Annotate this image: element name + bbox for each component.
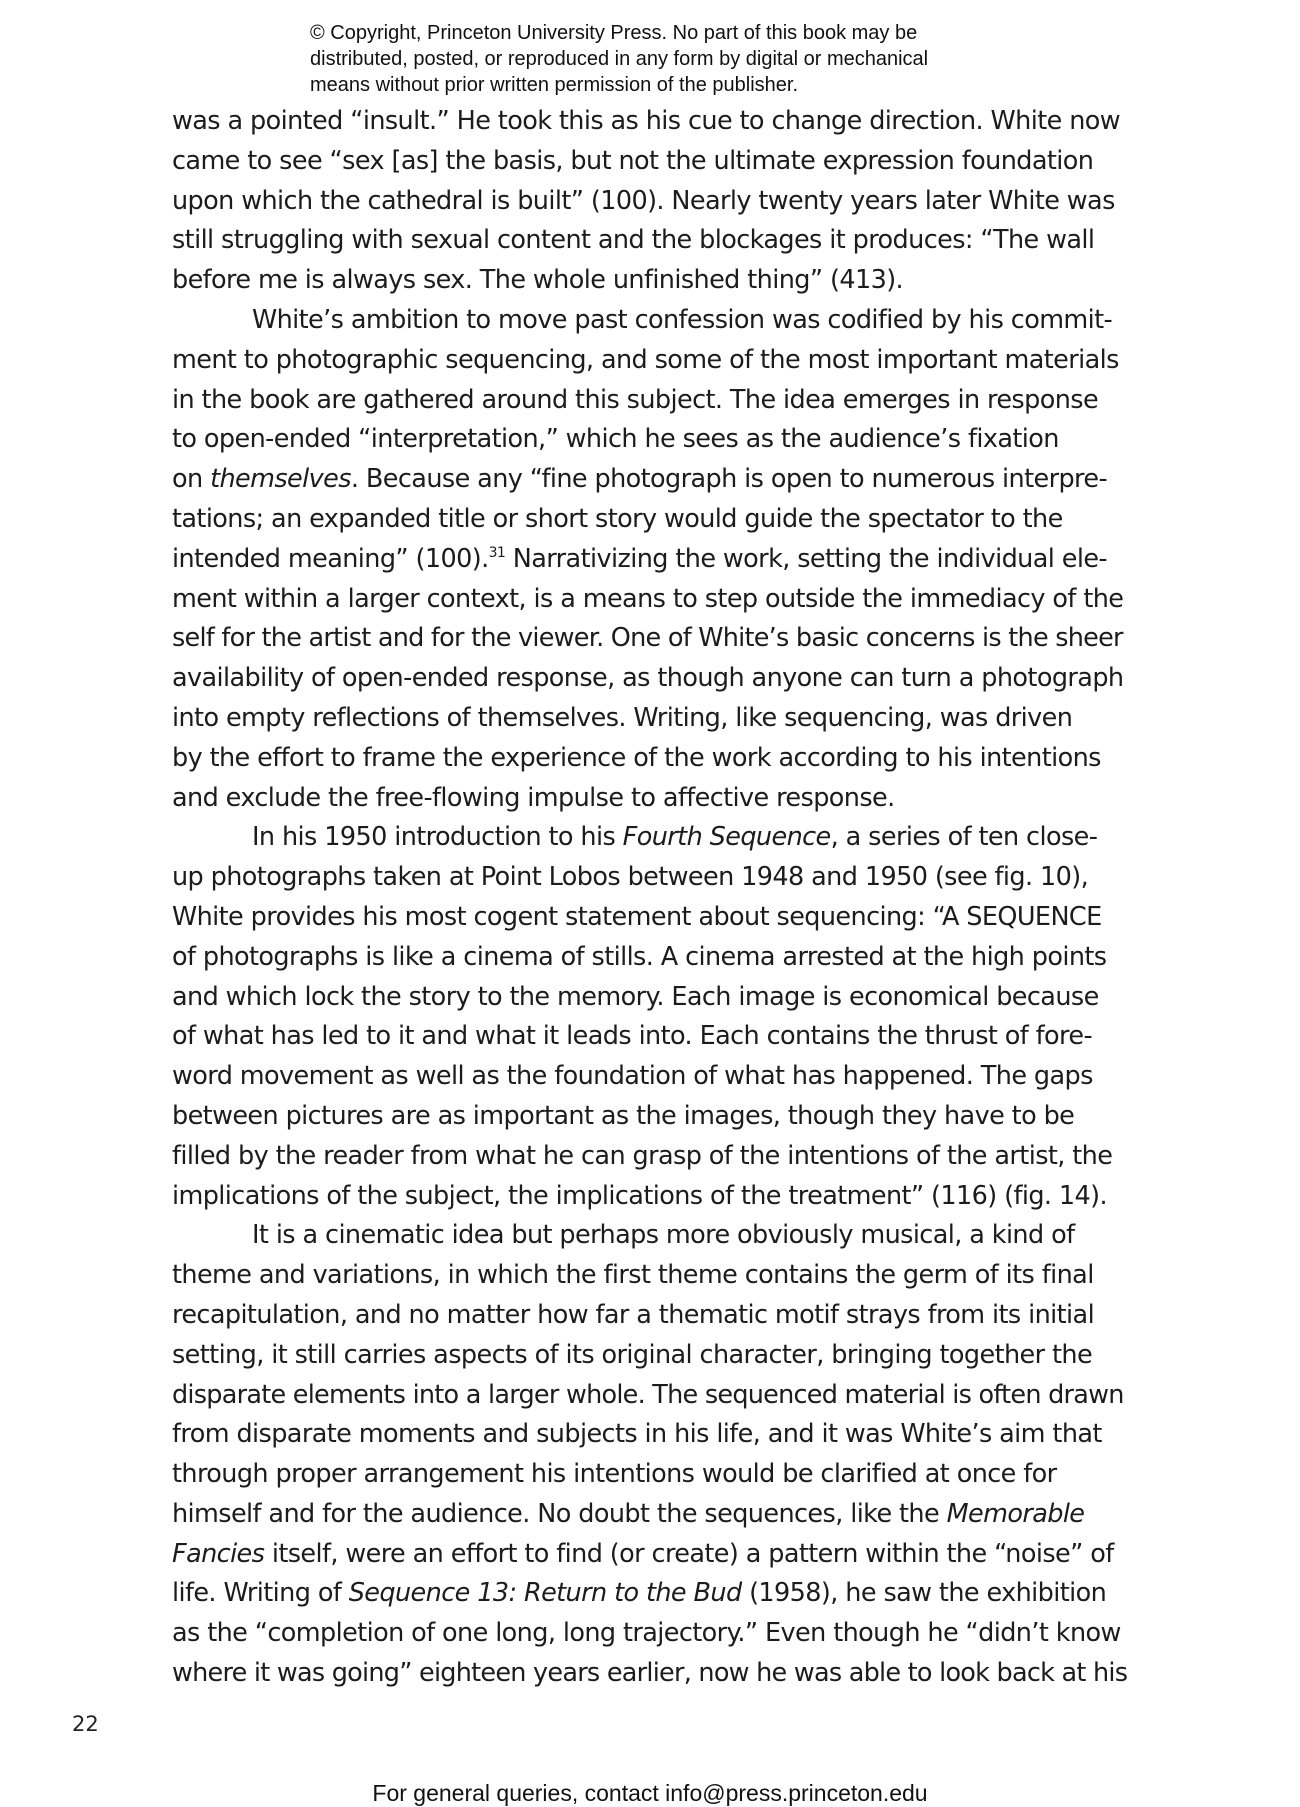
text-line — [172, 1057, 1132, 1097]
text-segment: by the effort to frame the experience of the work according to his intentions — [172, 742, 1101, 773]
text-line — [172, 739, 1132, 779]
italic-title: Fourth Sequence — [622, 822, 831, 853]
text-segment: of photographs is like a cinema of stills. A cinema arrested at the high points — [172, 941, 1107, 972]
text-segment: theme and variations, in which the first theme contains the germ of its final — [172, 1260, 1094, 1291]
text-line — [172, 1256, 1132, 1296]
text-segment: through proper arrangement his intentions would be clarified at once for — [172, 1459, 1057, 1490]
text-segment: tations; an expanded title or short story would guide the spectator to the — [172, 503, 1063, 534]
text-segment: life. Writing of — [172, 1578, 349, 1609]
text-line — [172, 540, 1132, 580]
text-segment: of what has led to it and what it leads into. Each contains the thrust of fore- — [172, 1021, 1093, 1052]
text-line — [172, 1376, 1132, 1416]
text-line — [172, 898, 1132, 938]
text-segment: ment within a larger context, is a means to step outside the immediacy of the — [172, 583, 1124, 614]
text-line — [172, 938, 1132, 978]
text-line — [172, 1495, 1132, 1535]
text-line — [172, 978, 1132, 1018]
copyright-line: © Copyright, Princeton University Press. No part of this book may be — [310, 22, 918, 44]
text-line — [172, 261, 1132, 301]
italic-title: themselves — [210, 464, 351, 495]
text-segment: Narrativizing the work, setting the individual ele- — [505, 543, 1108, 574]
footnote-marker: 31 — [488, 544, 506, 561]
text-segment: and exclude the free-flowing impulse to affective response. — [172, 782, 895, 813]
text-line — [172, 779, 1132, 819]
text-segment: setting, it still carries aspects of its original character, bringing together the — [172, 1339, 1093, 1370]
text-line — [172, 1415, 1132, 1455]
text-segment: himself and for the audience. No doubt the sequences, like the — [172, 1498, 947, 1529]
text-line — [172, 500, 1132, 540]
text-segment: , a series of ten close- — [830, 822, 1098, 853]
text-segment: intended meaning” (100). — [172, 543, 489, 574]
copyright-line: means without prior written permission of the publisher. — [310, 74, 799, 96]
text-segment: implications of the subject, the implications of the treatment” (116) (fig. 14). — [172, 1180, 1108, 1211]
text-line — [172, 1535, 1132, 1575]
text-segment: up photographs taken at Point Lobos between 1948 and 1950 (see fig. 10), — [172, 862, 1089, 893]
text-segment: It is a cinematic idea but perhaps more obviously musical, a kind of — [252, 1220, 1075, 1251]
text-line — [172, 460, 1132, 500]
text-line — [172, 659, 1132, 699]
text-segment: . Because any “fine photograph is open to numerous interpre- — [350, 464, 1108, 495]
copyright-notice — [310, 20, 1030, 98]
text-line — [172, 182, 1132, 222]
text-segment: from disparate moments and subjects in his life, and it was White’s aim that — [172, 1419, 1102, 1450]
text-line — [172, 619, 1132, 659]
copyright-line: distributed, posted, or reproduced in any form by digital or mechanical — [310, 48, 929, 70]
text-segment: where it was going” eighteen years earlier, now he was able to look back at his — [172, 1658, 1128, 1689]
text-segment: upon which the cathedral is built” (100). Nearly twenty years later White was — [172, 185, 1115, 216]
text-segment: on — [172, 464, 211, 495]
text-line — [172, 341, 1132, 381]
text-segment: filled by the reader from what he can grasp of the intentions of the artist, the — [172, 1140, 1113, 1171]
text-line — [172, 1574, 1132, 1614]
page-number: 22 — [72, 1712, 99, 1736]
text-segment: availability of open-ended response, as though anyone can turn a photograph — [172, 663, 1124, 694]
text-line — [172, 1614, 1132, 1654]
text-line — [172, 699, 1132, 739]
body-text — [172, 102, 1132, 1694]
italic-title: Sequence 13: Return to the Bud — [348, 1578, 742, 1609]
text-segment: in the book are gathered around this subject. The idea emerges in response — [172, 384, 1099, 415]
text-segment: itself, were an effort to find (or create) a pattern within the “noise” of — [264, 1538, 1114, 1569]
italic-title: Fancies — [172, 1538, 265, 1569]
text-segment: between pictures are as important as the images, though they have to be — [172, 1100, 1075, 1131]
footer-contact: For general queries, contact info@press.princeton.edu — [372, 1780, 928, 1806]
text-line — [172, 1296, 1132, 1336]
text-line — [172, 1177, 1132, 1217]
text-line — [172, 102, 1132, 142]
text-segment: recapitulation, and no matter how far a thematic motif strays from its initial — [172, 1299, 1095, 1330]
text-segment: before me is always sex. The whole unfinished thing” (413). — [172, 265, 904, 296]
text-segment: word movement as well as the foundation of what has happened. The gaps — [172, 1061, 1093, 1092]
italic-title: Memorable — [946, 1498, 1085, 1529]
text-segment: ment to photographic sequencing, and some of the most important materials — [172, 344, 1119, 375]
text-segment: and which lock the story to the memory. Each image is economical because — [172, 981, 1099, 1012]
text-segment: White provides his most cogent statement about sequencing: “A SEQUENCE — [172, 901, 1102, 932]
text-segment: In his 1950 introduction to his — [252, 822, 623, 853]
text-line — [172, 1455, 1132, 1495]
text-segment: (1958), he saw the exhibition — [741, 1578, 1107, 1609]
text-line — [172, 1097, 1132, 1137]
text-line — [172, 1654, 1132, 1694]
text-segment: to open-ended “interpretation,” which he sees as the audience’s fixation — [172, 424, 1059, 455]
text-segment: into empty reflections of themselves. Writing, like sequencing, was driven — [172, 702, 1073, 733]
text-segment: self for the artist and for the viewer. One of White’s basic concerns is the sheer — [172, 623, 1123, 654]
text-line — [172, 1017, 1132, 1057]
text-line — [172, 420, 1132, 460]
text-segment: came to see “sex [as] the basis, but not the ultimate expression foundation — [172, 145, 1094, 176]
text-line — [172, 301, 1132, 341]
text-segment: disparate elements into a larger whole. The sequenced material is often drawn — [172, 1379, 1124, 1410]
text-segment: still struggling with sexual content and the blockages it produces: “The wall — [172, 225, 1095, 256]
text-line — [172, 818, 1132, 858]
text-line — [172, 1216, 1132, 1256]
text-line — [172, 1336, 1132, 1376]
text-segment: was a pointed “insult.” He took this as his cue to change direction. White now — [172, 106, 1121, 136]
text-line — [172, 221, 1132, 261]
text-segment: as the “completion of one long, long trajectory.” Even though he “didn’t know — [172, 1618, 1121, 1649]
text-line — [172, 858, 1132, 898]
text-segment: White’s ambition to move past confession was codified by his commit- — [252, 304, 1113, 335]
text-line — [172, 580, 1132, 620]
text-line — [172, 1137, 1132, 1177]
text-line — [172, 381, 1132, 421]
text-line — [172, 142, 1132, 182]
